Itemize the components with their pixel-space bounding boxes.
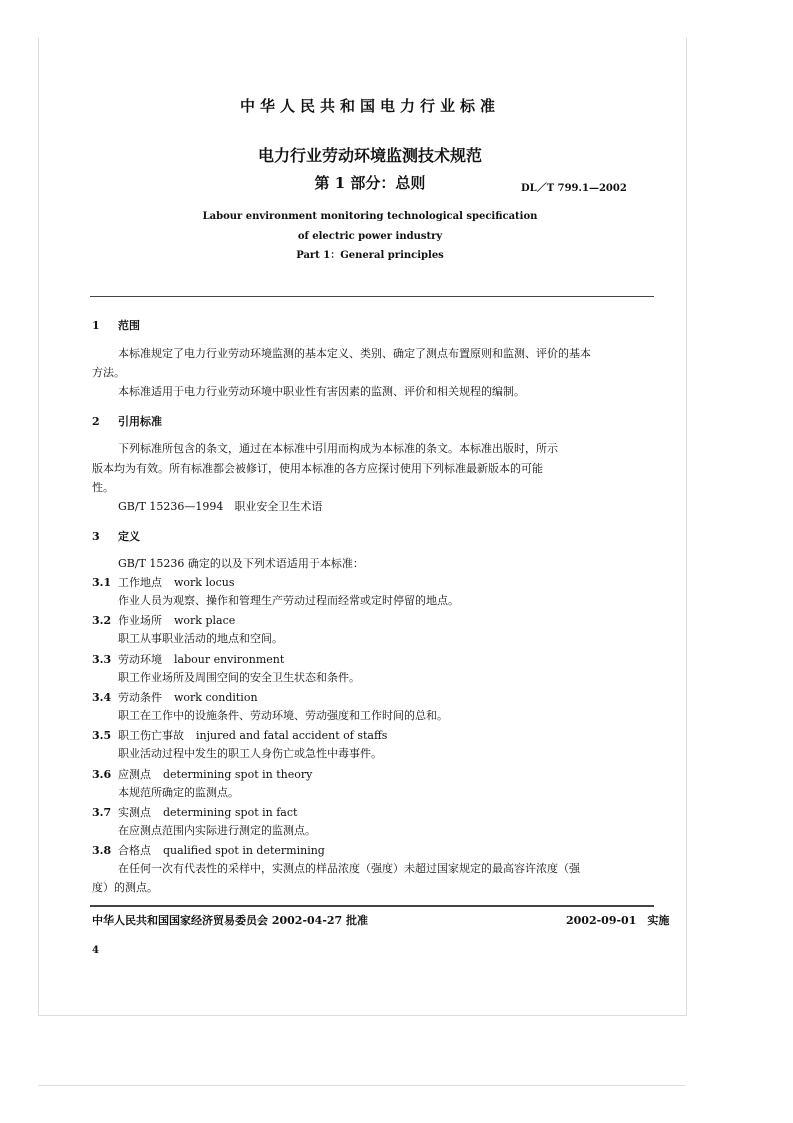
definition-description: 职工作业场所及周围空间的安全卫生状态和条件。 <box>118 670 360 684</box>
definition-description: 职工从事职业活动的地点和空间。 <box>118 632 283 646</box>
definition-description: 在任何一次有代表性的采样中，实测点的样品浓度（强度）未超过国家规定的最高容许浓度（强 <box>118 862 580 876</box>
paragraph-line: 方法。 <box>92 366 125 379</box>
definition-term: 3.2 作业场所 work place <box>92 614 236 628</box>
definition-term: 3.8 合格点 qualified spot in determining <box>92 844 325 858</box>
page-separator <box>38 1085 685 1086</box>
effective-date: 2002-09-01 实施 <box>566 914 670 927</box>
paragraph-line: 下列标准所包含的条文，通过在本标准中引用而构成为本标准的条文。本标准出版时，所示 <box>118 442 558 455</box>
paragraph-line: GB/T 15236 确定的以及下列术语适用于本标准： <box>118 557 364 570</box>
standard-org-header: 中华人民共和国电力行业标准 <box>239 97 500 115</box>
definition-description: 职业活动过程中发生的职工人身伤亡或急性中毒事件。 <box>118 747 382 761</box>
definition-description: 职工在工作中的设施条件、劳动环境、劳动强度和工作时间的总和。 <box>118 708 448 722</box>
title-en-1: Labour environment monitoring technological specification <box>202 211 538 222</box>
definition-term: 3.1 工作地点 work locus <box>92 576 235 589</box>
definition-description: 本规范所确定的监测点。 <box>118 785 239 799</box>
definition-term: 3.5 职工伤亡事故 injured and fatal accident of staffs <box>92 729 388 743</box>
title-zh: 电力行业劳动环境监测技术规范 <box>257 146 482 165</box>
definition-term: 3.3 劳动环境 labour environment <box>92 652 285 666</box>
paragraph-line: 版本均为有效。所有标准都会被修订，使用本标准的各方应探讨使用下列标准最新版本的可能 <box>92 462 543 475</box>
paragraph-line: 本标准适用于电力行业劳动环境中职业性有害因素的监测、评价和相关规程的编制。 <box>118 385 525 398</box>
definition-description: 度）的测点。 <box>92 881 158 895</box>
standard-code: DL／T 799.1—2002 <box>521 183 627 194</box>
paragraph-line: 性。 <box>92 481 114 494</box>
approval-note: 中华人民共和国国家经济贸易委员会 2002-04-27 批准 <box>92 914 369 927</box>
title-rule <box>90 296 654 297</box>
definition-term: 3.6 应测点 determining spot in theory <box>92 767 313 781</box>
definition-description: 作业人员为观察、操作和管理生产劳动过程而经常或定时停留的地点。 <box>118 594 459 607</box>
section-heading: 1 范围 <box>92 319 140 332</box>
paragraph-line: 本标准规定了电力行业劳动环境监测的基本定义、类别、确定了测点布置原则和监测、评价的基本 <box>118 347 591 360</box>
section-heading: 2 引用标准 <box>92 415 162 428</box>
definition-description: 在应测点范围内实际进行测定的监测点。 <box>118 823 316 837</box>
footer-rule <box>90 905 654 907</box>
definition-term: 3.7 实测点 determining spot in fact <box>92 805 298 819</box>
title-en-2: of electric power industry <box>297 231 443 242</box>
page-number: 4 <box>92 945 99 956</box>
part-title-zh: 第 1 部分：总则 <box>314 174 426 192</box>
title-en-3: Part 1：General principles <box>296 250 444 261</box>
definition-term: 3.4 劳动条件 work condition <box>92 690 258 704</box>
referenced-standard: GB/T 15236—1994 职业安全卫生术语 <box>118 500 323 513</box>
section-heading: 3 定义 <box>92 530 140 543</box>
